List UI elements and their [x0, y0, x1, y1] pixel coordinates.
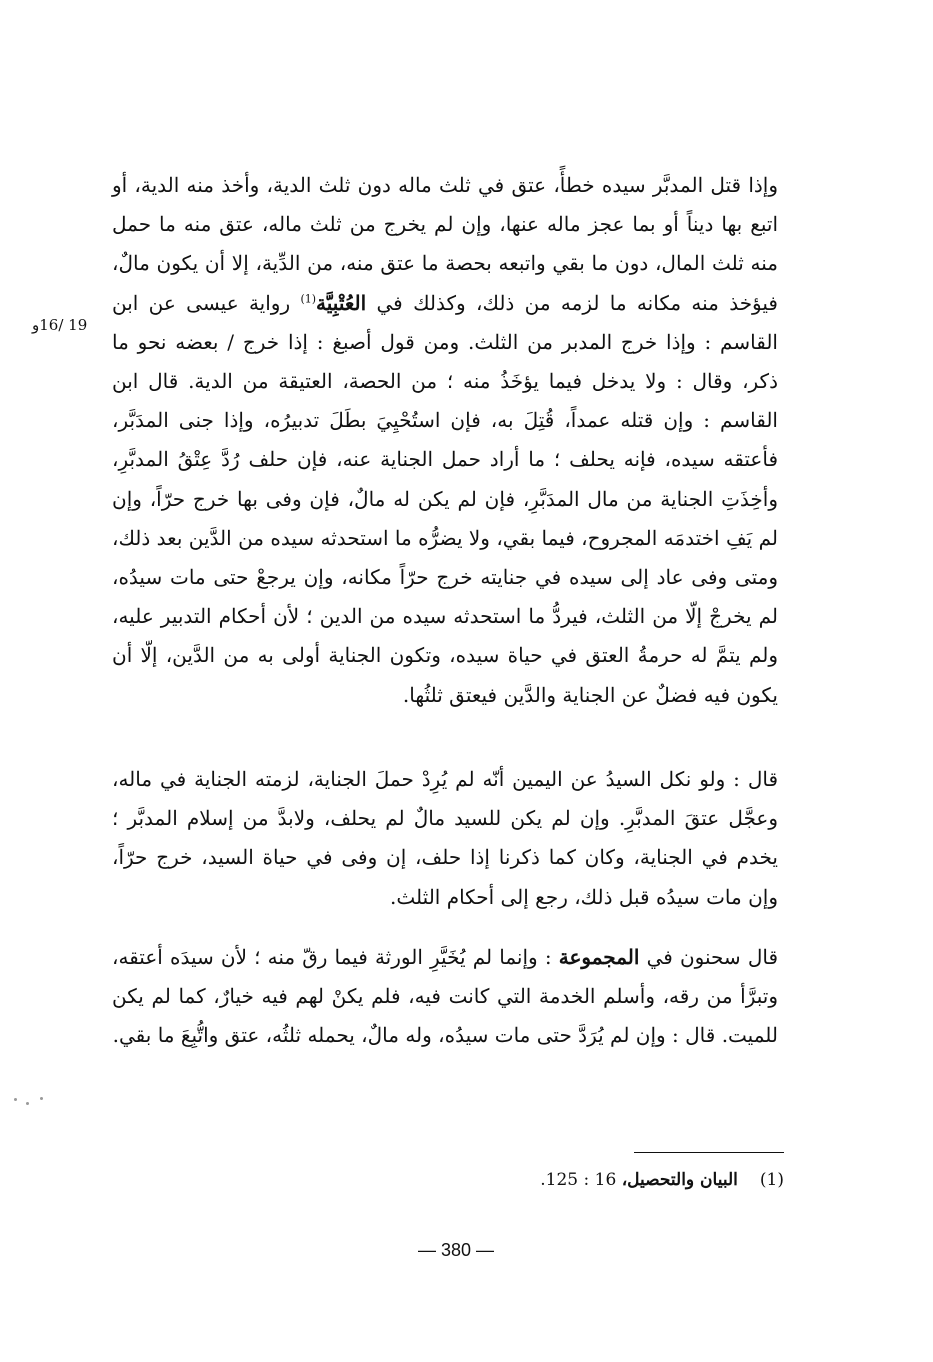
scan-speck — [26, 1102, 29, 1105]
paragraph-1-text-end: رواية عيسى عن ابن القاسم : وإذا خرج المدبر من الثلث. ومن قول أصبغ : إذا خرج / بعضه نحو ما ذكر، وقال : ولا يدخل فيما يؤخَذُ منه ؛ من الحصة، العتيقة من الدية. قال ابن القاسم : وإن قتله عمداً، قُتِلَ به، فإن استُحْيِيَ بطَلَ تدبيرُه، وإذا جنى المدَبَّر، فأعتقه سيده، فإنه يحلف ؛ ما أراد حمل الجناية عنه، فإن حلف رُدَّ عِتْقُ المدبَّرِ، وأخِذَتِ الجناية من مال المدَبَّرِ، فإن لم يكن له مالٌ، فإن وفى بها خرج حرّاً، وإن لم يَفِ اختدمَه المجروح، فيما بقي، ولا يضرُّه ما استحدثه سيده من الدَّين بعد ذلك، ومتى وفى عاد إلى سيده في جنايته خرج حرّاً مكانه، وإن يرجعْ حتى مات سيدُه، لم يخرجْ إلّا من الثلث، فيردُّ ما استحدثه سيده من الدين ؛ لأن أحكام التدبير عليه، ولم يتمَّ له حرمةُ العتق في حياة سيده، وتكون الجناية أولى به من الدَّين، إلّا أن يكون فيه فضلٌ عن الجناية والدَّين فيعتق ثلثُها. — [112, 290, 779, 707]
footnote — [440, 1168, 784, 1192]
paragraph-3 — [112, 938, 778, 1056]
book-title-majmuaa: المجموعة — [558, 945, 640, 969]
paragraph-2: قال : ولو نكل السيدُ عن اليمين أنّه لم يُرِدْ حملَ الجناية، لزمته الجناية في ماله، وعجَّل عتقَ المدبَّرِ. وإن لم يكن للسيد مالٌ لم يحلف، ولابدَّ من إسلام المدبَّر ؛ يخدم في الجناية، وكان كما ذكرنا إذا حلف، إن وفى في حياة السيد، خرج حرّاً، وإن مات سيدُه قبل ذلك، رجع إلى أحكام الثلث. — [112, 767, 778, 909]
book-title-utbiyya: العُتْبِيَّة — [316, 290, 367, 315]
footnote-marker: (1) — [300, 291, 317, 305]
manuscript-folio-reference: 19 /16و — [32, 316, 88, 334]
paragraph-3-text-end: : وإنما لم يُخَيَّرِ الورثة فيما رقّ منه ؛ لأن سيدَه أعتقه، وتبرَّأ من رقه، وأسلم الخدمة التي كانت فيه، فلم يكنْ لهم فيه خيارٌ، كما لم يكن للميت. قال : وإن لم يُرَدَّ حتى مات سيدُه، وله مالٌ، يحمله ثلثُه، عتق واتُّبِعَ ما بقي. — [112, 945, 778, 1048]
footnote-number: (1) — [759, 1170, 784, 1190]
scan-speck — [40, 1097, 43, 1100]
footnote-book-title: البيان والتحصيل، — [621, 1170, 738, 1190]
footnote-divider — [634, 1152, 784, 1153]
paragraph-1-text-start: وإذا قتل المدبَّر سيده خطأً، عتق في ثلث ماله دون ثلث الدية، وأخذ منه الدية، أو اتبع بها ديناً أو بما عجز ماله عنها، وإن لم يخرج من ثلث ماله، عتق منه ما حمل منه ثلث المال، دون ما بقي واتبعه بحصة ما عتق منه، من الدِّية، إلا أن يكون مالٌ، فيؤخذ منه مكانه ما لزمه من ذلك، وكذلك في — [112, 173, 778, 315]
footnote-reference: 16 : 125. — [540, 1170, 617, 1190]
page-number: — 380 — — [417, 1240, 495, 1260]
paragraph-1 — [112, 166, 778, 715]
scan-speck — [14, 1098, 17, 1101]
paragraph-3-text-start: قال سحنون في — [646, 945, 779, 969]
